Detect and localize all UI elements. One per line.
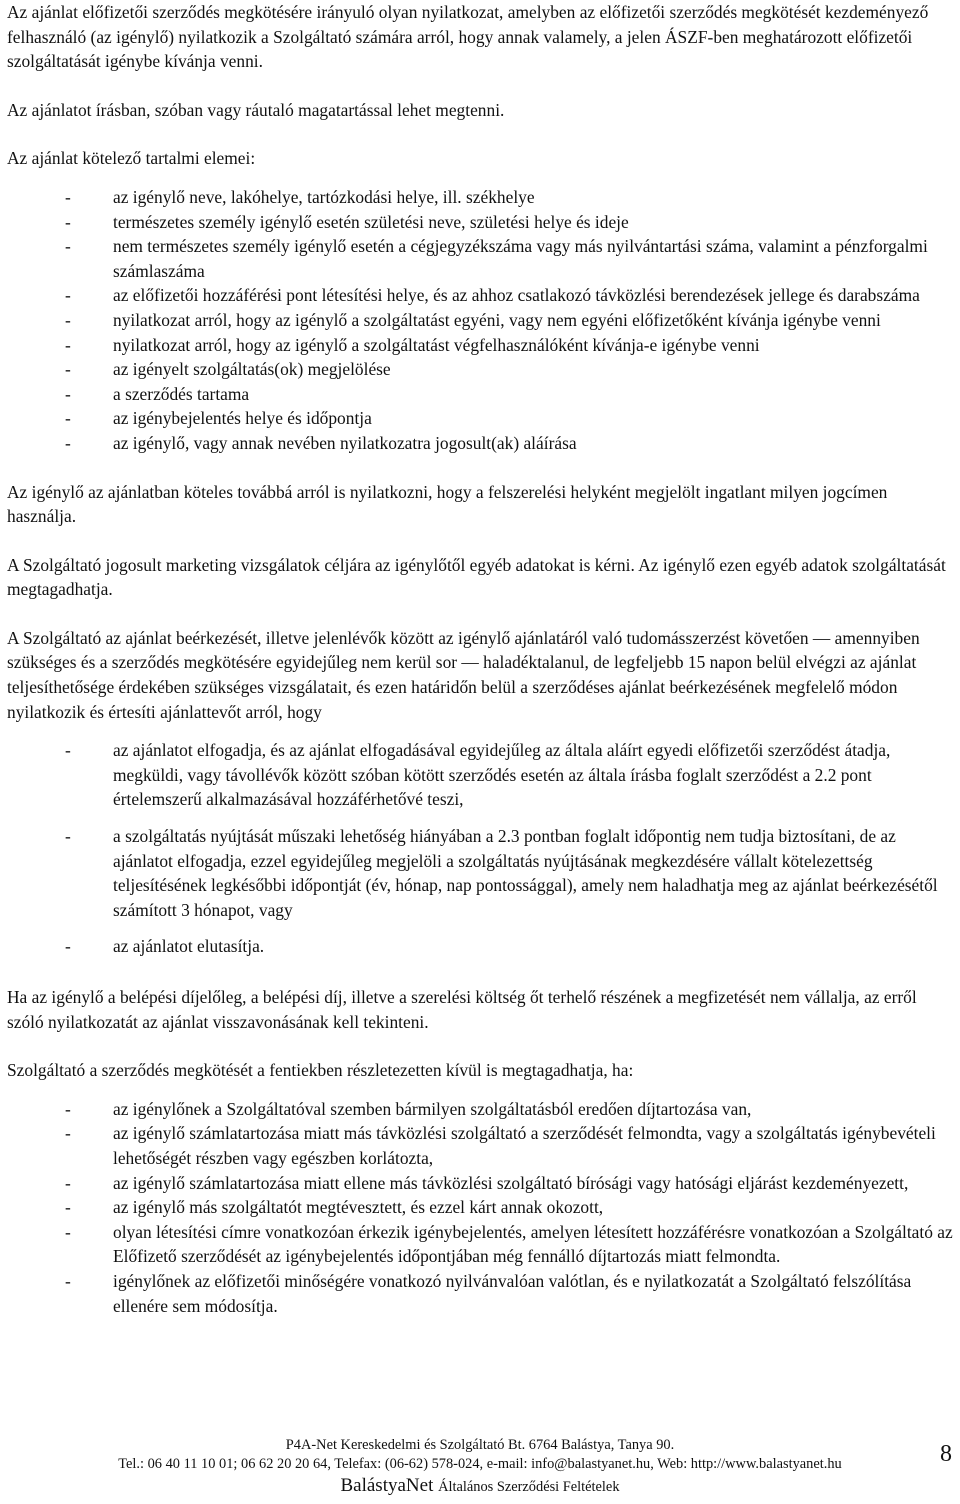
- list-item-text: nem természetes személy igénylő esetén a cégjegyzékszáma vagy más nyilvántartási száma, valamint a pénzforgalmi számlaszáma: [113, 236, 928, 281]
- dash-bullet: -: [65, 408, 71, 429]
- dash-bullet: -: [65, 186, 71, 207]
- dash-bullet: -: [65, 1197, 71, 1218]
- intro-paragraph-1: Az ajánlat előfizetői szerződés megkötésére irányuló olyan nyilatkozat, amelyben az előfizetői szerződés megkötését kezdeményező felhasználó (az igénylő) nyilatkozik a Szolgáltató számára arról, hogy annak valamely, a jelen ÁSZF-ben meghatározott előfizetői szolgáltatását igénybe kívánja venni.: [7, 2, 929, 72]
- dash-bullet: -: [65, 1270, 71, 1291]
- page-number: 8: [940, 1441, 952, 1467]
- document-body: [7, 0, 957, 1318]
- footer-company-line: P4A-Net Kereskedelmi és Szolgáltató Bt. 6764 Balástya, Tanya 90.: [285, 1437, 675, 1453]
- dash-bullet: -: [65, 236, 71, 257]
- list-item-text: az ajánlatot elfogadja, és az ajánlat elfogadásával egyidejűleg az általa aláírt egyedi előfizetői szerződést átadja, megküldi, vagy távollévők között szóban kötött szerződés esetén az általa írásba foglalt szerződést a 2.2 pont értelemszerű alkalmazásával hozzáférhetővé teszi,: [113, 740, 891, 810]
- list-item-text: az igénylőnek a Szolgáltatóval szemben bármilyen szolgáltatásból eredően díjtartozása van,: [113, 1098, 752, 1119]
- list-item: [7, 333, 957, 358]
- list-item: [7, 357, 957, 382]
- list-item: [7, 1195, 957, 1220]
- dash-bullet: -: [65, 383, 71, 404]
- list-item-text: nyilatkozat arról, hogy az igénylő a szolgáltatást egyéni, vagy nem egyéni előfizetőként kívánja igénybe venni: [113, 309, 881, 330]
- list-item-text: a szolgáltatás nyújtását műszaki lehetőség hiányában a 2.3 pontban foglalt időpontig nem tudja biztosítani, de az ajánlatot elfogadja, ezzel egyidejűleg megjelöli a szolgáltatás nyújtásának megkezdésére vállalt kötelezettség teljesítésének legkésőbbi időpontját (év, hónap, nap pontossággal), amely nem haladhatja meg az ajánlat beérkezésétől számított 3 hónapot, vagy: [113, 826, 938, 920]
- dash-bullet: -: [65, 211, 71, 232]
- list-item-text: az igénybejelentés helye és időpontja: [113, 408, 372, 429]
- footer-contact-line: Tel.: 06 40 11 10 01; 06 62 20 20 64, Telefax: (06-62) 578-024, e-mail: info@balastyanet.hu, Web: http://www.balastyanet.hu: [118, 1456, 842, 1472]
- list-item: [7, 234, 957, 283]
- dash-bullet: -: [65, 334, 71, 355]
- list-item-text: az igénylő neve, lakóhelye, tartózkodási helye, ill. székhelye: [113, 186, 535, 207]
- footer-brand-subtitle: Általános Szerződési Feltételek: [438, 1479, 620, 1495]
- dash-bullet: -: [65, 1221, 71, 1242]
- dash-bullet: -: [65, 1098, 71, 1119]
- list-item: [7, 185, 957, 210]
- list-item-text: az igénylő más szolgáltatót megtévesztett, és ezzel kárt annak okozott,: [113, 1197, 604, 1218]
- list-item: [7, 738, 957, 812]
- list-item: [7, 1269, 957, 1318]
- body-paragraph-6: A Szolgáltató az ajánlat beérkezését, illetve jelenlévők között az igénylő ajánlatáról való tudomásszerzést követően — amennyiben szükséges és a szerződés megkötésére egyidejűleg nem kerül sor — haladéktalanul, de legfeljebb 15 napon belül elvégzi az ajánlat teljesíthetősége érdekében szükséges vizsgálatait, és ezen határidőn belül a szerződéses ajánlat beérkezésének megfelelő módon nyilatkozik és értesíti ajánlattevőt arról, hogy: [7, 627, 920, 722]
- footer-brand-name: BalástyaNet: [340, 1475, 434, 1496]
- tail-paragraph-8: Szolgáltató a szerződés megkötését a fentiekben részletezetten kívül is megtagadhatja, ha:: [7, 1060, 634, 1081]
- list-item-text: az igénylő, vagy annak nevében nyilatkozatra jogosult(ak) aláírása: [113, 432, 577, 453]
- list-item: [7, 934, 957, 959]
- refusal-reasons-list: [7, 1097, 957, 1318]
- list-item: [7, 824, 957, 922]
- response-options-list: [7, 738, 957, 959]
- list-item-text: az igényelt szolgáltatás(ok) megjelölése: [113, 359, 391, 380]
- dash-bullet: -: [65, 936, 71, 957]
- intro-paragraph-3: Az ajánlat kötelező tartalmi elemei:: [7, 148, 256, 169]
- page-footer: [0, 1436, 960, 1499]
- list-item: [7, 283, 957, 308]
- list-item-text: az ajánlatot elutasítja.: [113, 936, 265, 957]
- dash-bullet: -: [65, 359, 71, 380]
- footer-brand: [0, 1474, 960, 1499]
- list-item: [7, 210, 957, 235]
- dash-bullet: -: [65, 432, 71, 453]
- dash-bullet: -: [65, 740, 71, 761]
- mandatory-elements-list: [7, 185, 957, 456]
- list-item: [7, 382, 957, 407]
- list-item-text: igénylőnek az előfizetői minőségére vonatkozó nyilvánvalóan valótlan, és e nyilatkozatát a Szolgáltató felszólítása ellenére sem módosítja.: [113, 1270, 912, 1316]
- list-item: [7, 308, 957, 333]
- list-item: [7, 431, 957, 456]
- list-item: [7, 1121, 957, 1170]
- list-item-text: az előfizetői hozzáférési pont létesítési helye, és az ahhoz csatlakozó távközlési berendezések jellege és darabszáma: [113, 285, 920, 306]
- list-item-text: nyilatkozat arról, hogy az igénylő a szolgáltatást végfelhasználóként kívánja-e igénybe venni: [113, 334, 760, 355]
- dash-bullet: -: [65, 1123, 71, 1144]
- body-paragraph-4: Az igénylő az ajánlatban köteles továbbá arról is nyilatkozni, hogy a felszerelési helyként megjelölt ingatlant milyen jogcímen használja.: [7, 481, 888, 527]
- dash-bullet: -: [65, 826, 71, 847]
- list-item-text: olyan létesítési címre vonatkozóan érkezik igénybejelentés, amelyen létesített hozzáférésre vonatkozóan a Szolgáltató az Előfizető szerződését az igénybejelentés időpontjában még fennálló díjtartozás miatt felmondta.: [113, 1221, 953, 1267]
- list-item-text: az igénylő számlatartozása miatt ellene más távközlési szolgáltató bírósági vagy hatósági eljárást kezdeményezett,: [113, 1172, 909, 1193]
- dash-bullet: -: [65, 309, 71, 330]
- tail-paragraph-7: Ha az igénylő a belépési díjelőleg, a belépési díj, illetve a szerelési költség őt terhelő részének a megfizetését nem vállalja, az erről szóló nyilatkozatát az ajánlat visszavonásának kell tekinteni.: [7, 987, 917, 1032]
- dash-bullet: -: [65, 1172, 71, 1193]
- list-item-text: az igénylő számlatartozása miatt más távközlési szolgáltató a szerződését felmondta, vagy a szolgáltatás igénybevételi lehetőségét részben vagy egészben korlátozta,: [113, 1123, 936, 1168]
- dash-bullet: -: [65, 285, 71, 306]
- list-item: [7, 1171, 957, 1196]
- intro-paragraph-2: Az ajánlatot írásban, szóban vagy ráutaló magatartással lehet megtenni.: [7, 99, 505, 120]
- list-item: [7, 1220, 957, 1269]
- list-item-text: természetes személy igénylő esetén születési neve, születési helye és ideje: [113, 211, 629, 232]
- body-paragraph-5: A Szolgáltató jogosult marketing vizsgálatok céljára az igénylőtől egyéb adatokat is kérni. Az igénylő ezen egyéb adatok szolgáltatását megtagadhatja.: [7, 554, 946, 600]
- list-item: [7, 1097, 957, 1122]
- list-item: [7, 406, 957, 431]
- list-item-text: a szerződés tartama: [113, 383, 250, 404]
